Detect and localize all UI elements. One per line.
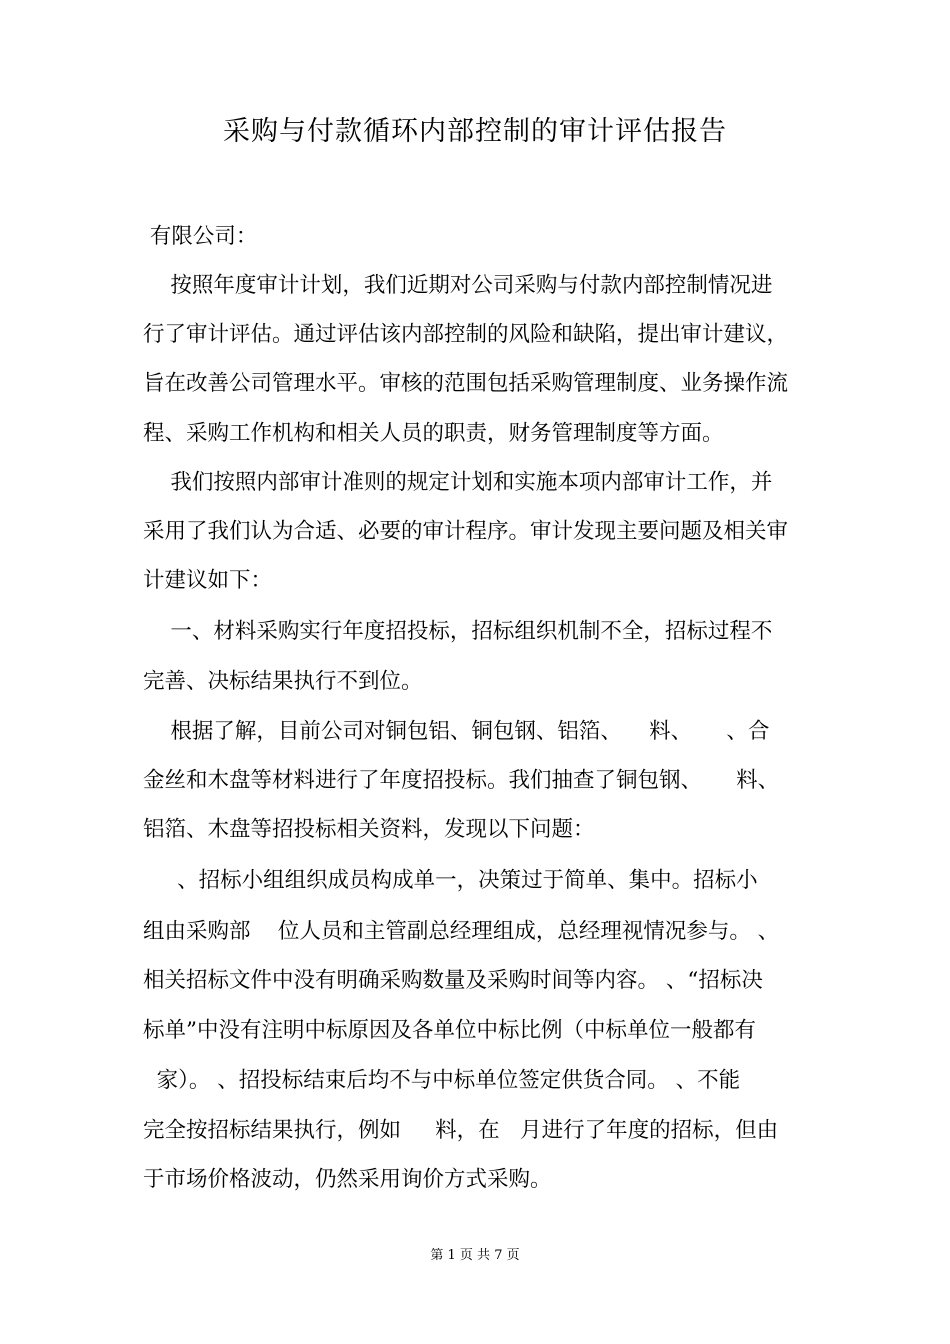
section-heading-line: 一、材料采购实行年度招投标，招标组织机制不全，招标过程不 — [143, 619, 773, 644]
paragraph-line: 相关招标文件中没有明确采购数量及采购时间等内容。 、“招标决 — [143, 968, 763, 993]
paragraph-line: 计建议如下： — [143, 568, 273, 593]
paragraph-line: 金丝和木盘等材料进行了年度招投标。我们抽查了铜包钢、 料、 — [143, 768, 780, 793]
paragraph-line: 组由采购部 位人员和主管副总经理组成，总经理视情况参与。 、 — [143, 919, 780, 944]
paragraph-line: 我们按照内部审计准则的规定计划和实施本项内部审计工作，并 — [143, 470, 773, 495]
paragraph-line: 家）。 、招投标结束后均不与中标单位签定供货合同。 、不能 — [143, 1068, 741, 1093]
paragraph-line: 完全按招标结果执行，例如 料，在 月进行了年度的招标，但由 — [143, 1118, 779, 1143]
paragraph-line: 按照年度审计计划，我们近期对公司采购与付款内部控制情况进 — [143, 273, 773, 298]
paragraph-line: 采用了我们认为合适、必要的审计程序。审计发现主要问题及相关审 — [143, 519, 789, 544]
addressee-line: 有限公司： — [143, 224, 258, 249]
paragraph-line: 铝箔、木盘等招投标相关资料，发现以下问题： — [143, 817, 595, 842]
page-number-footer: 第 1 页 共 7 页 — [430, 1248, 520, 1263]
paragraph-line: 行了审计评估。通过评估该内部控制的风险和缺陷，提出审计建议， — [143, 322, 789, 347]
paragraph-line: 旨在改善公司管理水平。审核的范围包括采购管理制度、业务操作流 — [143, 371, 789, 396]
document-title: 采购与付款循环内部控制的审计评估报告 — [223, 116, 727, 147]
paragraph-line: 程、采购工作机构和相关人员的职责，财务管理制度等方面。 — [143, 421, 724, 446]
paragraph-line: 、招标小组组织成员构成单一，决策过于简单、集中。招标小 — [143, 868, 758, 893]
paragraph-line: 于市场价格波动，仍然采用询价方式采购。 — [143, 1167, 552, 1192]
paragraph-line: 根据了解，目前公司对铜包铝、铜包钢、铝箔、 料、 、合 — [143, 719, 770, 744]
paragraph-line: 标单”中没有注明中标原因及各单位中标比例（中标单位一般都有 — [143, 1018, 756, 1043]
section-heading-line: 完善、决标结果执行不到位。 — [143, 669, 423, 694]
